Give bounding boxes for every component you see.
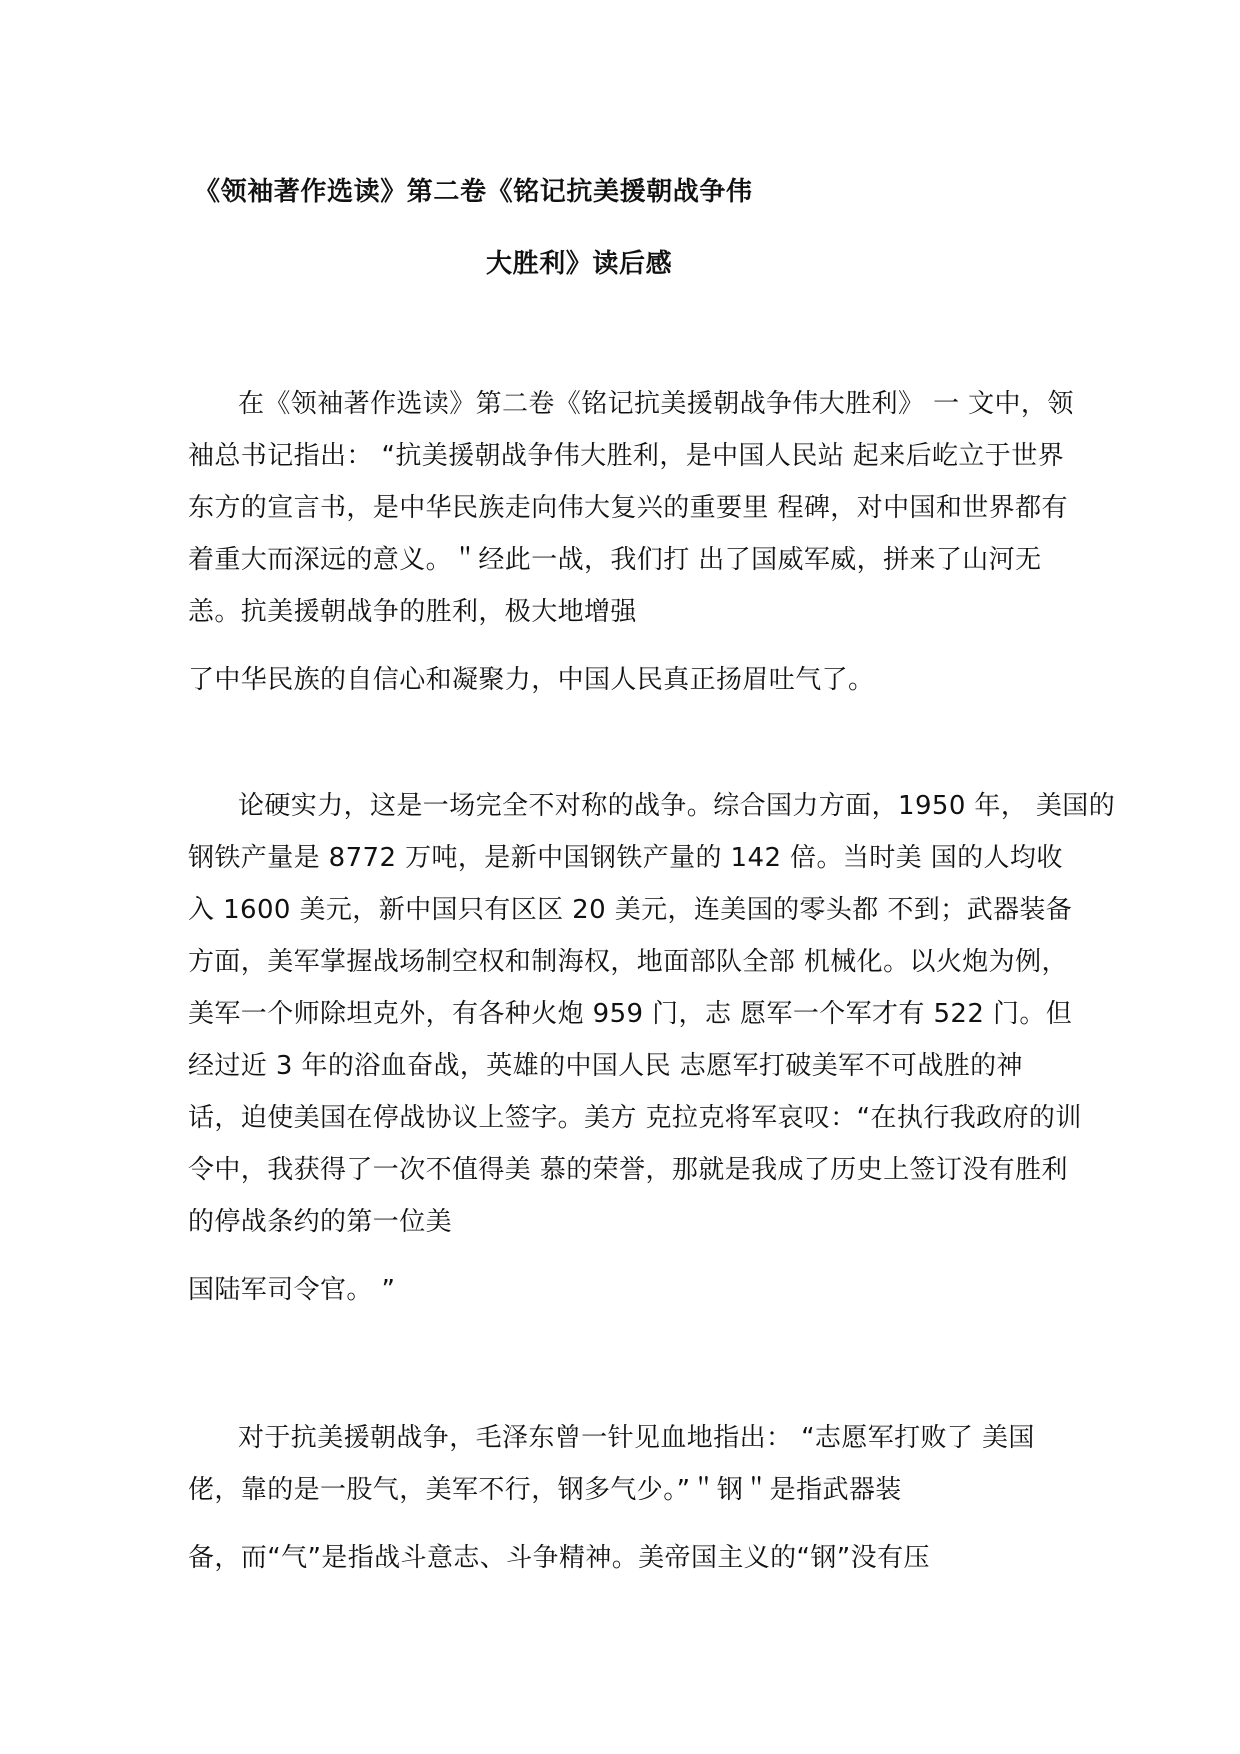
paragraph-line: 美军一个师除坦克外，有各种火炮 959 门，志 愿军一个军才有 522 门。但 [188,999,1073,1029]
paragraph-line: 佬，靠的是一股气，美军不行，钢多气少。”＂钢＂是指武器装 [188,1475,902,1505]
paragraph-line: 方面，美军掌握战场制空权和制海权，地面部队全部 机械化。以火炮为例， [188,947,1068,977]
paragraph-line: 对于抗美援朝战争，毛泽东曾一针见血地指出： “志愿军打败了 美国 [238,1423,1035,1453]
paragraph-line: 国陆军司令官。 ” [188,1275,396,1305]
paragraph-line: 东方的宣言书，是中华民族走向伟大复兴的重要里 程碑，对中国和世界都有 [188,493,1068,523]
paragraph-line: 恙。抗美援朝战争的胜利，极大地增强 [188,597,637,627]
paragraph-line: 在《领袖著作选读》第二卷《铭记抗美援朝战争伟大胜利》 一 文中，领 [238,389,1074,419]
paragraph-line: 的停战条约的第一位美 [188,1207,453,1237]
paragraph-line: 了中华民族的自信心和凝聚力，中国人民真正扬眉吐气了。 [188,665,875,695]
paragraph-line: 备，而“气”是指战斗意志、斗争精神。美帝国主义的“钢”没有压 [188,1543,930,1573]
paragraph-line: 令中，我获得了一次不值得美 慕的荣誉，那就是我成了历史上签订没有胜利 [188,1155,1068,1185]
paragraph-line: 论硬实力，这是一场完全不对称的战争。综合国力方面，1950 年， 美国的 [238,791,1116,821]
paragraph-line: 入 1600 美元，新中国只有区区 20 美元，连美国的零头都 不到；武器装备 [188,895,1073,925]
paragraph-line: 袖总书记指出： “抗美援朝战争伟大胜利，是中国人民站 起来后屹立于世界 [188,441,1064,471]
paragraph-line: 经过近 3 年的浴血奋战，英雄的中国人民 志愿军打破美军不可战胜的神 [188,1051,1023,1081]
title-line-2: 大胜利》读后感 [486,249,673,279]
paragraph-line: 钢铁产量是 8772 万吨，是新中国钢铁产量的 142 倍。当时美 国的人均收 [188,843,1063,873]
title-line-1: 《领袖著作选读》第二卷《铭记抗美援朝战争伟 [194,177,753,207]
paragraph-line: 话，迫使美国在停战协议上签字。美方 克拉克将军哀叹：“在执行我政府的训 [188,1103,1082,1133]
paragraph-line: 着重大而深远的意义。＂经此一战，我们打 出了国威军威，拼来了山河无 [188,545,1042,575]
